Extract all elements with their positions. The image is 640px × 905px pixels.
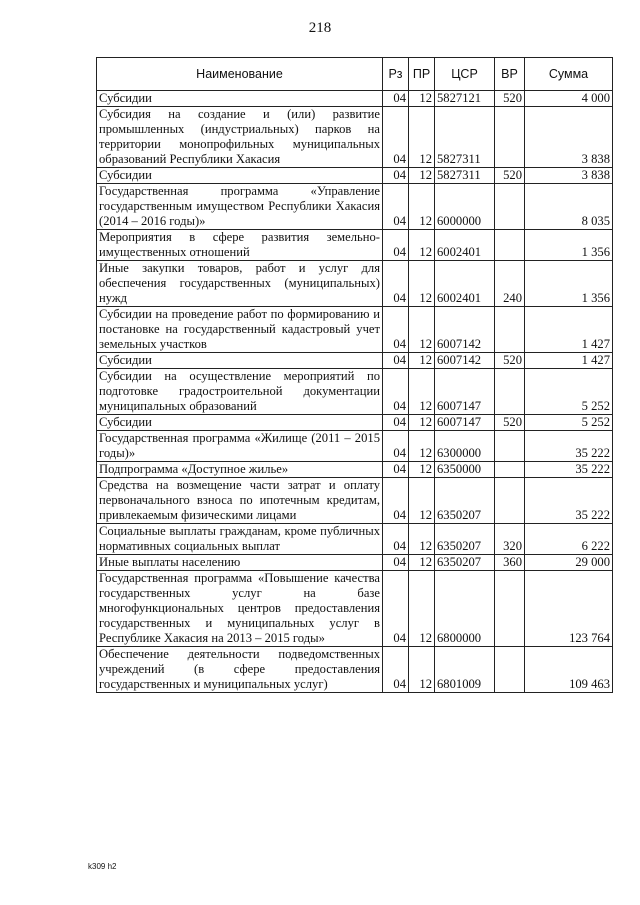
header-csr: ЦСР (435, 58, 495, 91)
cell-vr: 520 (495, 353, 525, 369)
cell-csr: 6007142 (435, 307, 495, 353)
cell-pr: 12 (409, 462, 435, 478)
cell-vr: 360 (495, 555, 525, 571)
cell-rz: 04 (383, 230, 409, 261)
table-row (97, 307, 613, 353)
cell-rz: 04 (383, 647, 409, 693)
cell-vr (495, 230, 525, 261)
cell-pr: 12 (409, 478, 435, 524)
header-name: Наименование (97, 58, 383, 91)
cell-pr: 12 (409, 353, 435, 369)
cell-name: Субсидии на проведение работ по формированию и постановке на государственный кадастровый учет земельных участков (97, 307, 383, 353)
cell-sum: 6 222 (525, 524, 613, 555)
cell-csr: 6007147 (435, 369, 495, 415)
header-sum: Сумма (525, 58, 613, 91)
page-number: 218 (308, 20, 332, 36)
cell-vr: 240 (495, 261, 525, 307)
cell-rz: 04 (383, 107, 409, 168)
table-row (97, 571, 613, 647)
cell-sum: 35 222 (525, 462, 613, 478)
cell-name: Средства на возмещение части затрат и оплату первоначального взноса по ипотечным кредитам, привлекаемым физическими лицами (97, 478, 383, 524)
cell-rz: 04 (383, 478, 409, 524)
table-body (97, 91, 613, 693)
cell-name: Иные выплаты населению (97, 555, 383, 571)
cell-vr: 520 (495, 415, 525, 431)
cell-vr (495, 369, 525, 415)
cell-csr: 6801009 (435, 647, 495, 693)
cell-sum: 3 838 (525, 107, 613, 168)
cell-pr: 12 (409, 107, 435, 168)
cell-csr: 6002401 (435, 261, 495, 307)
cell-rz: 04 (383, 524, 409, 555)
cell-name: Обеспечение деятельности подведомственных учреждений (в сфере предоставления государственных и муниципальных услуг) (97, 647, 383, 693)
cell-name: Мероприятия в сфере развития земельно-имущественных отношений (97, 230, 383, 261)
cell-sum: 5 252 (525, 415, 613, 431)
cell-pr: 12 (409, 230, 435, 261)
cell-csr: 6350000 (435, 462, 495, 478)
cell-sum: 35 222 (525, 431, 613, 462)
cell-csr: 6002401 (435, 230, 495, 261)
cell-pr: 12 (409, 431, 435, 462)
header-vr: ВР (495, 58, 525, 91)
cell-vr: 520 (495, 168, 525, 184)
cell-csr: 6000000 (435, 184, 495, 230)
cell-sum: 1 356 (525, 261, 613, 307)
cell-name: Субсидии (97, 415, 383, 431)
cell-sum: 109 463 (525, 647, 613, 693)
cell-rz: 04 (383, 555, 409, 571)
table-row (97, 230, 613, 261)
cell-rz: 04 (383, 431, 409, 462)
cell-csr: 6007147 (435, 415, 495, 431)
table-row (97, 555, 613, 571)
cell-sum: 1 427 (525, 353, 613, 369)
cell-pr: 12 (409, 647, 435, 693)
table-row (97, 462, 613, 478)
table-row (97, 431, 613, 462)
table-row (97, 107, 613, 168)
cell-csr: 5827311 (435, 168, 495, 184)
cell-pr: 12 (409, 555, 435, 571)
cell-vr (495, 647, 525, 693)
cell-vr (495, 478, 525, 524)
table-row (97, 168, 613, 184)
header-rz: Рз (383, 58, 409, 91)
cell-vr (495, 431, 525, 462)
cell-sum: 123 764 (525, 571, 613, 647)
cell-sum: 1 356 (525, 230, 613, 261)
cell-rz: 04 (383, 184, 409, 230)
cell-sum: 3 838 (525, 168, 613, 184)
table-header-row (97, 58, 613, 91)
cell-rz: 04 (383, 415, 409, 431)
cell-sum: 4 000 (525, 91, 613, 107)
table-row (97, 353, 613, 369)
cell-pr: 12 (409, 369, 435, 415)
table-row (97, 184, 613, 230)
header-pr: ПР (409, 58, 435, 91)
cell-sum: 35 222 (525, 478, 613, 524)
cell-sum: 29 000 (525, 555, 613, 571)
cell-name: Субсидии (97, 353, 383, 369)
cell-csr: 5827121 (435, 91, 495, 107)
cell-rz: 04 (383, 307, 409, 353)
cell-pr: 12 (409, 307, 435, 353)
cell-name: Социальные выплаты гражданам, кроме публичных нормативных социальных выплат (97, 524, 383, 555)
cell-csr: 6800000 (435, 571, 495, 647)
cell-pr: 12 (409, 571, 435, 647)
cell-sum: 5 252 (525, 369, 613, 415)
cell-vr: 320 (495, 524, 525, 555)
cell-rz: 04 (383, 261, 409, 307)
cell-vr: 520 (495, 91, 525, 107)
cell-pr: 12 (409, 184, 435, 230)
table-row (97, 369, 613, 415)
cell-pr: 12 (409, 261, 435, 307)
cell-sum: 8 035 (525, 184, 613, 230)
cell-csr: 6350207 (435, 555, 495, 571)
table-row (97, 647, 613, 693)
cell-rz: 04 (383, 353, 409, 369)
cell-rz: 04 (383, 91, 409, 107)
cell-pr: 12 (409, 415, 435, 431)
cell-name: Государственная программа «Жилище (2011 – 2015 годы)» (97, 431, 383, 462)
footer-code: k309 h2 (88, 862, 117, 871)
cell-rz: 04 (383, 168, 409, 184)
cell-name: Субсидии (97, 91, 383, 107)
table-row (97, 478, 613, 524)
table-row (97, 415, 613, 431)
cell-name: Субсидия на создание и (или) развитие промышленных (индустриальных) парков на территории монопрофильных муниципальных образований Республики Хакасия (97, 107, 383, 168)
cell-pr: 12 (409, 168, 435, 184)
cell-pr: 12 (409, 91, 435, 107)
cell-name: Субсидии (97, 168, 383, 184)
cell-vr (495, 462, 525, 478)
cell-csr: 5827311 (435, 107, 495, 168)
cell-name: Подпрограмма «Доступное жилье» (97, 462, 383, 478)
table-row (97, 261, 613, 307)
cell-csr: 6350207 (435, 478, 495, 524)
cell-name: Государственная программа «Повышение качества государственных услуг на базе многофункциональных центров предоставления государственных и муниципальных услуг в Республике Хакасия на 2013 – 2015 годы» (97, 571, 383, 647)
cell-rz: 04 (383, 462, 409, 478)
cell-pr: 12 (409, 524, 435, 555)
cell-sum: 1 427 (525, 307, 613, 353)
table-row (97, 91, 613, 107)
cell-name: Иные закупки товаров, работ и услуг для обеспечения государственных (муниципальных) нужд (97, 261, 383, 307)
cell-name: Субсидии на осуществление мероприятий по подготовке градостроительной документации муниципальных образований (97, 369, 383, 415)
cell-csr: 6007142 (435, 353, 495, 369)
budget-table (96, 57, 613, 693)
cell-csr: 6300000 (435, 431, 495, 462)
cell-rz: 04 (383, 369, 409, 415)
cell-name: Государственная программа «Управление государственным имуществом Республики Хакасия (2014 – 2016 годы)» (97, 184, 383, 230)
cell-vr (495, 307, 525, 353)
table-row (97, 524, 613, 555)
cell-vr (495, 184, 525, 230)
cell-vr (495, 107, 525, 168)
cell-csr: 6350207 (435, 524, 495, 555)
cell-vr (495, 571, 525, 647)
cell-rz: 04 (383, 571, 409, 647)
